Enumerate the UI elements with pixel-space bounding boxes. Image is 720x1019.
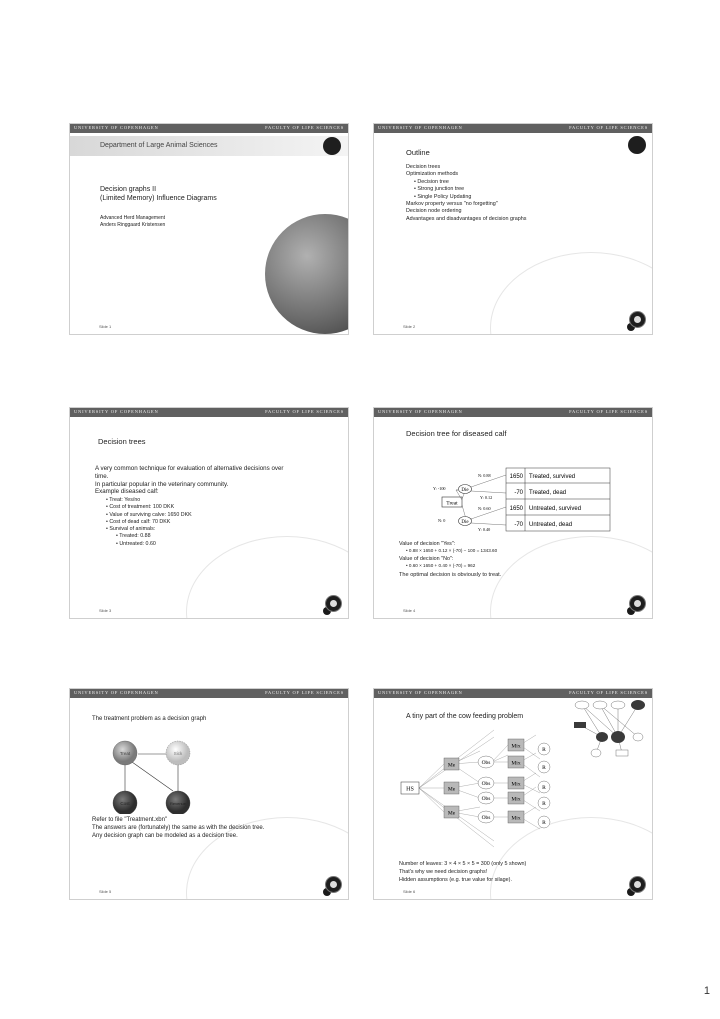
slide-1 (69, 123, 349, 335)
no-value-calc: • 0.60 × 1650 + 0.40 × (-70) = 962 (406, 563, 476, 568)
slide-number: Slide 1 (99, 324, 112, 329)
title-line-2: (Limited Memory) Influence Diagrams (100, 195, 217, 202)
revenue-node-label: Revenue (169, 801, 187, 806)
no-branch-label: N: 0 (438, 518, 446, 523)
die-node-label: Die (461, 488, 469, 493)
mix-node-label: Mix (511, 760, 521, 767)
outcome-label: Untreated, survived (529, 506, 582, 512)
outcome-value: -70 (514, 522, 523, 528)
die-node-label: Die (461, 520, 469, 525)
outcome-value: 1650 (509, 506, 523, 512)
outline-list (406, 164, 526, 223)
slide-title: Decision trees (98, 437, 146, 446)
r-node-label: R (542, 765, 546, 771)
slide-6 (373, 688, 653, 900)
dept-title: Department of Large Animal Sciences (100, 142, 218, 149)
seal-logo-small (629, 311, 646, 328)
outline-item: Markov property versus "no forgetting" (406, 201, 498, 208)
yes-value-heading: Value of decision "Yes": (399, 541, 456, 547)
slide-number: Slide 5 (99, 889, 112, 894)
prob-label: Y: 0.12 (480, 495, 493, 500)
seal-logo-small (325, 595, 342, 612)
example-bullets: • Treat: Yes/no • Cost of treatment: 100 DKK • Value of surviving calve: 1650 DKK • Cost of dead calf: 70 DKK • Survival of animals: • Treated: 0.88 • Untreated: 0.60 (106, 497, 192, 547)
slide-title: Decision tree for diseased calf (406, 429, 507, 438)
r-node-label: R (542, 820, 546, 826)
obs-node-label: Obs (481, 760, 491, 766)
yes-branch-label: Y: -100 (433, 486, 446, 491)
cost-node-label: Cost (120, 801, 130, 806)
decision-graph-diagram (70, 734, 348, 814)
network-node (574, 722, 586, 728)
body-text: A very common technique for evaluation of alternative decisions over time. In particular popular in the veterinary community. Example diseased calf: (95, 465, 284, 496)
obs-node-label: Obs (481, 796, 491, 802)
outline-subitem: • Single Policy Updating (414, 193, 472, 200)
treat-node-label: Treat (119, 751, 131, 756)
body-line: That's why we need decision graphs! (399, 869, 488, 875)
outcome-label: Untreated, dead (529, 522, 573, 528)
body-line: The answers are (fortunately) the same as with the decision tree. (92, 825, 265, 831)
outline-item: Optimization methods (406, 171, 459, 178)
hs-node-label: HS (406, 786, 414, 793)
slide-number: Slide 2 (403, 324, 416, 329)
outcome-label: Treated, dead (529, 490, 567, 496)
slide-title: A tiny part of the cow feeding problem (406, 713, 524, 720)
yes-value-calc: • 0.88 × 1650 + 0.12 × (-70) − 100 = 1343.60 (406, 548, 498, 553)
campus-photo (265, 214, 349, 334)
slide-header: UNIVERSITY OF COPENHAGEN FACULTY OF LIFE SCIENCES (374, 408, 652, 417)
mix-node-label: Mix (511, 743, 521, 750)
me-node-label: Me (447, 762, 456, 769)
no-value-heading: Value of decision "No": (399, 556, 454, 562)
slide-number: Slide 6 (403, 889, 416, 894)
slide-header: UNIVERSITY OF COPENHAGEN FACULTY OF LIFE SCIENCES (70, 124, 348, 133)
slide-2 (373, 123, 653, 335)
prob-label: N: 0.60 (478, 506, 491, 511)
slide-5 (69, 688, 349, 900)
body-line: Hidden assumptions (e.g. true value for silage). (399, 877, 512, 883)
body-line: Any decision graph can be modeled as a decision tree. (92, 833, 238, 839)
prob-label: N: 0.88 (478, 473, 491, 478)
r-node-label: R (542, 801, 546, 807)
slide-title: Outline (406, 148, 430, 157)
outcome-value: 1650 (509, 474, 523, 480)
sick-node-label: Sick (173, 751, 183, 756)
title-line-1: Decision graphs II (100, 186, 157, 193)
outline-item: Decision node ordering (406, 208, 462, 215)
me-node-label: Me (447, 810, 456, 817)
feeding-decision-tree (374, 729, 652, 859)
r-node-label: R (542, 785, 546, 791)
slide-header: UNIVERSITY OF COPENHAGEN FACULTY OF LIFE SCIENCES (374, 689, 652, 698)
author-name: Anders Ringgaard Kristensen (100, 222, 166, 228)
outline-item: Advantages and disadvantages of decision graphs (406, 215, 527, 222)
slide-header: UNIVERSITY OF COPENHAGEN FACULTY OF LIFE SCIENCES (70, 408, 348, 417)
seal-logo (628, 136, 646, 154)
network-node (631, 700, 645, 710)
mix-node-label: Mix (511, 815, 521, 822)
me-node-label: Me (447, 786, 456, 793)
seal-logo-small (325, 876, 342, 893)
slide-number: Slide 3 (99, 608, 112, 613)
treat-node-label: Treat (446, 500, 458, 507)
network-node (575, 701, 589, 709)
r-node-label: R (542, 747, 546, 753)
outline-subitem: • Strong junction tree (414, 186, 465, 193)
decision-tree-diagram (374, 463, 652, 553)
obs-node-label: Obs (481, 815, 491, 821)
outcome-value: -70 (514, 490, 523, 496)
conclusion-text: The optimal decision is obviously to treat. (399, 572, 502, 578)
slide-title: The treatment problem as a decision graph (92, 716, 207, 722)
page-number: 1 (703, 985, 710, 997)
network-node (593, 701, 607, 709)
obs-node-label: Obs (481, 781, 491, 787)
body-line: Refer to file "Treatment.xbn" (92, 817, 168, 823)
seal-logo-small (629, 876, 646, 893)
course-name: Advanced Herd Management (100, 215, 166, 221)
slide-header: UNIVERSITY OF COPENHAGEN FACULTY OF LIFE SCIENCES (374, 124, 652, 133)
mix-node-label: Mix (511, 781, 521, 788)
slide-header: UNIVERSITY OF COPENHAGEN FACULTY OF LIFE SCIENCES (70, 689, 348, 698)
seal-logo (323, 137, 341, 155)
mix-node-label: Mix (511, 796, 521, 803)
slide-3 (69, 407, 349, 619)
seal-logo-small (629, 595, 646, 612)
outline-item: Decision trees (406, 164, 441, 170)
body-line: Number of leaves: 3 × 4 × 5 × 5 = 300 (only 5 shown) (399, 861, 527, 867)
slide-number: Slide 4 (403, 608, 416, 613)
outcome-label: Treated, survived (529, 474, 576, 480)
slide-4 (373, 407, 653, 619)
outline-subitem: • Decision tree (414, 178, 449, 185)
prob-label: Y: 0.40 (478, 527, 491, 532)
network-node (611, 701, 625, 709)
